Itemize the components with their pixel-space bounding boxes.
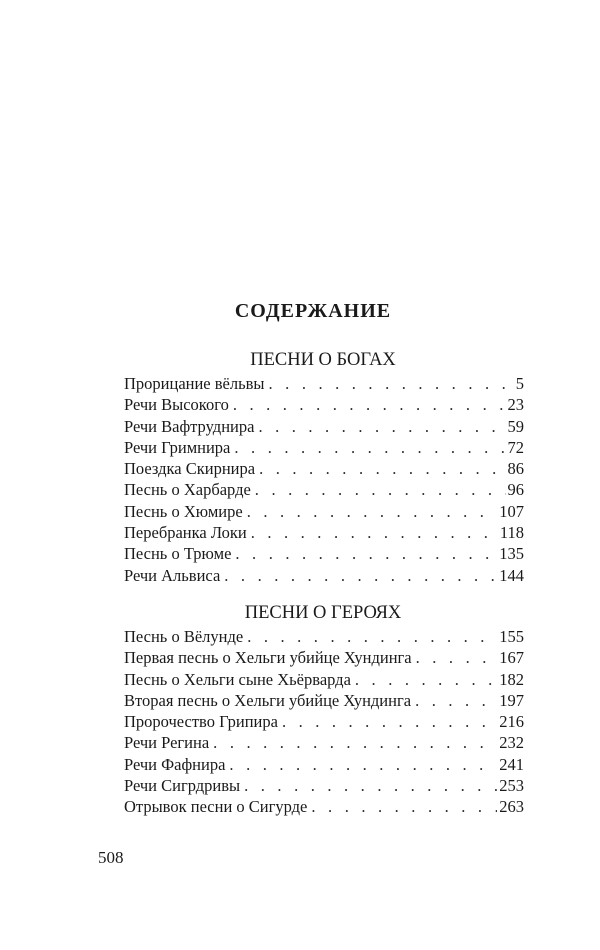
toc-entry-page: 167 [499,648,524,668]
dot-leader [415,690,497,711]
toc-entry[interactable] [124,543,524,564]
toc-entry[interactable] [124,732,524,753]
toc-list [124,373,524,586]
toc-entry[interactable] [124,437,524,458]
toc-entry[interactable] [124,754,524,775]
toc-entry-label: Речи Сигрдривы [124,776,241,796]
toc-entry-label: Песнь о Харбарде [124,480,251,500]
toc-entry[interactable] [124,626,524,647]
toc-entry[interactable] [124,416,524,437]
toc-entry[interactable] [124,690,524,711]
dot-leader [259,458,505,479]
toc-entry-label: Речи Фафнира [124,754,226,774]
dot-leader [355,669,497,690]
dot-leader [269,373,514,394]
toc-entry-label: Песнь о Трюме [124,544,232,564]
toc-section-heroes [124,602,524,818]
toc-entry[interactable] [124,775,524,796]
toc-entry[interactable] [124,647,524,668]
dot-leader [282,711,497,732]
toc-entry[interactable] [124,565,524,586]
toc-entry-label: Поездка Скирнира [124,459,256,479]
toc-entry-page: 253 [499,776,524,796]
toc-entry[interactable] [124,501,524,522]
toc-entry-label: Перебранка Локи [124,523,247,543]
toc-entry-page: 135 [499,544,524,564]
toc-entry[interactable] [124,522,524,543]
toc-entry-page: 182 [499,669,524,689]
toc-entry-page: 155 [499,627,524,646]
toc-entry-label: Пророчество Грипира [124,712,278,732]
toc-entry-label: Песнь о Хельги сыне Хьёрварда [124,669,351,689]
toc-entry-label: Речи Гримнира [124,437,231,457]
toc-entry-page: 241 [499,754,524,774]
toc-entry-page: 216 [499,712,524,732]
section-heading: ПЕСНИ О ГЕРОЯХ [244,603,402,623]
dot-leader [229,754,497,775]
toc-entry[interactable] [124,479,524,500]
toc-entry-page: 263 [499,797,524,817]
toc-entry-label: Песнь о Хюмире [124,501,243,521]
toc-entry-page: 23 [507,395,524,415]
toc-entry[interactable] [124,796,524,817]
toc-section-gods [124,349,524,586]
toc-entry-label: Вторая песнь о Хельги убийце Хундинга [124,690,412,710]
dot-leader [224,565,497,586]
toc-entry-page: 59 [507,416,524,436]
dot-leader [234,437,505,458]
page-number: 508 [98,848,124,867]
toc-entry-page: 118 [499,523,524,543]
toc-entry-page: 72 [507,437,524,457]
toc-entry-page: 5 [515,374,524,393]
toc-entry[interactable] [124,669,524,690]
dot-leader [233,394,506,415]
toc-entry[interactable] [124,711,524,732]
dot-leader [258,416,505,437]
dot-leader [244,775,497,796]
toc-entry-label: Речи Регина [124,733,210,753]
section-heading: ПЕСНИ О БОГАХ [250,350,396,370]
toc-entry-label: Прорицание вёльвы [124,374,265,393]
toc-entry-label: Речи Вафтруднира [124,416,255,436]
toc-list [124,626,524,818]
toc-entry-page: 232 [499,733,524,753]
toc-entry-page: 96 [507,480,524,500]
toc-entry-label: Речи Высокого [124,395,229,415]
dot-leader [311,796,497,817]
toc-entry[interactable] [124,373,524,394]
page-title: СОДЕРЖАНИЕ [234,300,392,322]
toc-entry-page: 144 [499,565,524,585]
toc-entry[interactable] [124,394,524,415]
dot-leader [213,732,497,753]
toc-entry-label: Песнь о Вёлунде [124,627,244,646]
toc-entry[interactable] [124,458,524,479]
toc-entry-page: 197 [499,690,524,710]
dot-leader [247,501,498,522]
dot-leader [251,522,498,543]
toc-entry-label: Речи Альвиса [124,565,221,585]
dot-leader [235,543,497,564]
toc-entry-page: 86 [507,459,524,479]
dot-leader [247,626,497,647]
toc-entry-page: 107 [499,501,524,521]
toc-entry-label: Отрывок песни о Сигурде [124,797,308,817]
dot-leader [416,647,498,668]
toc-entry-label: Первая песнь о Хельги убийце Хундинга [124,648,412,668]
dot-leader [255,479,506,500]
